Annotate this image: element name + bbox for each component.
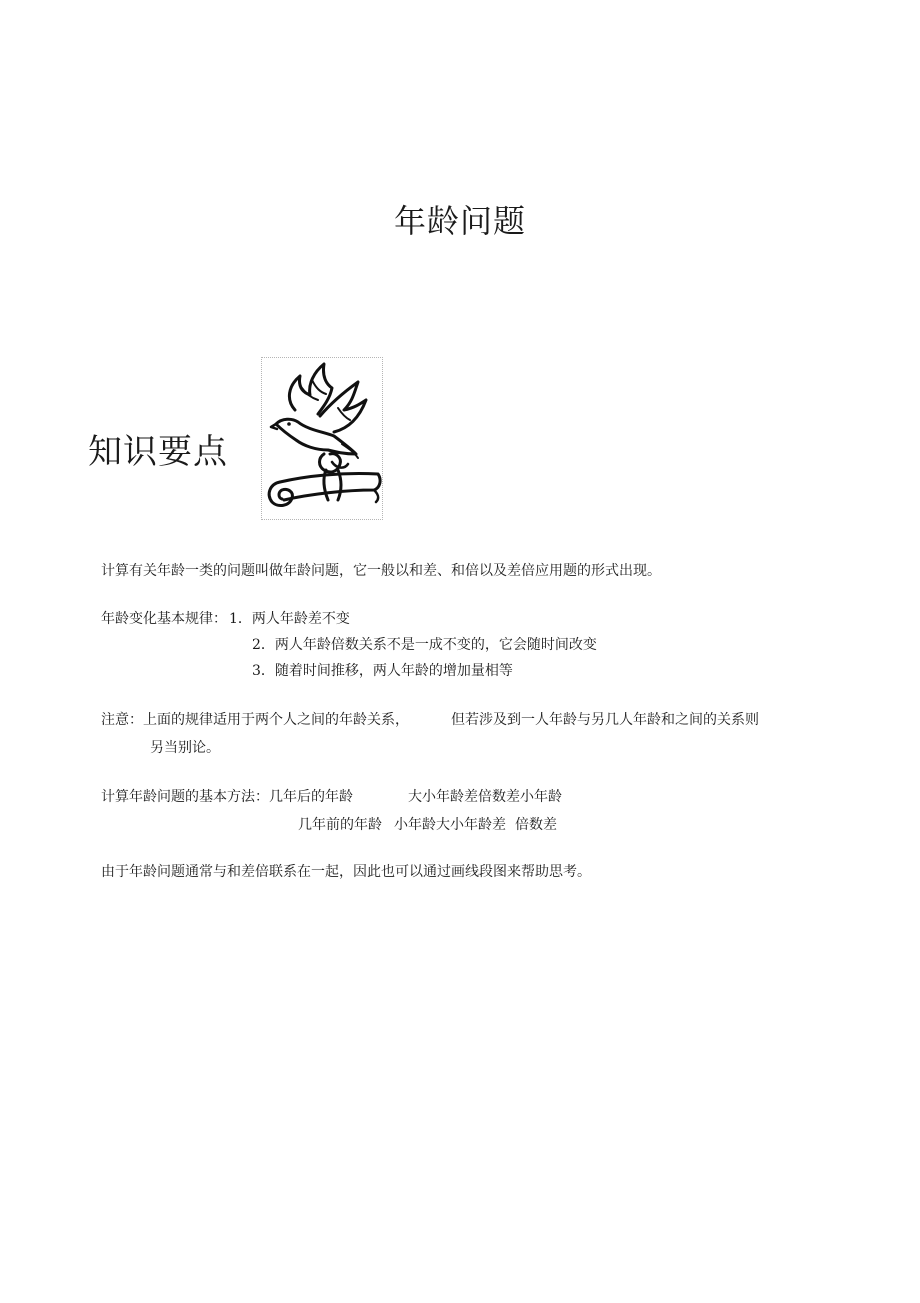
method-formula: 倍数差 bbox=[515, 817, 557, 833]
note-text: 另当别论。 bbox=[150, 740, 220, 756]
rule-item: 1．两人年龄差不变 bbox=[229, 611, 350, 627]
note-text: 但若涉及到一人年龄与另几人年龄和之间的关系则 bbox=[451, 712, 759, 728]
rule-item: 3．随着时间推移，两人年龄的增加量相等 bbox=[252, 663, 513, 679]
method-formula: 小年龄大小年龄差 bbox=[394, 817, 506, 833]
note-text: 注意：上面的规律适用于两个人之间的年龄关系， bbox=[101, 712, 409, 728]
rule-item: 2．两人年龄倍数关系不是一成不变的，它会随时间改变 bbox=[252, 637, 597, 653]
intro-paragraph: 计算有关年龄一类的问题叫做年龄问题，它一般以和差、和倍以及差倍应用题的形式出现。 bbox=[101, 563, 661, 579]
page-title: 年龄问题 bbox=[393, 202, 526, 240]
method-label: 计算年龄问题的基本方法：几年后的年龄 bbox=[101, 789, 353, 805]
method-formula: 几年前的年龄 bbox=[298, 817, 382, 833]
closing-paragraph: 由于年龄问题通常与和差倍联系在一起，因此也可以通过画线段图来帮助思考。 bbox=[101, 864, 591, 880]
rules-label: 年龄变化基本规律： bbox=[101, 611, 227, 627]
dove-scroll-icon bbox=[261, 357, 383, 520]
section-heading: 知识要点 bbox=[88, 432, 228, 472]
method-formula: 大小年龄差倍数差小年龄 bbox=[408, 789, 562, 805]
